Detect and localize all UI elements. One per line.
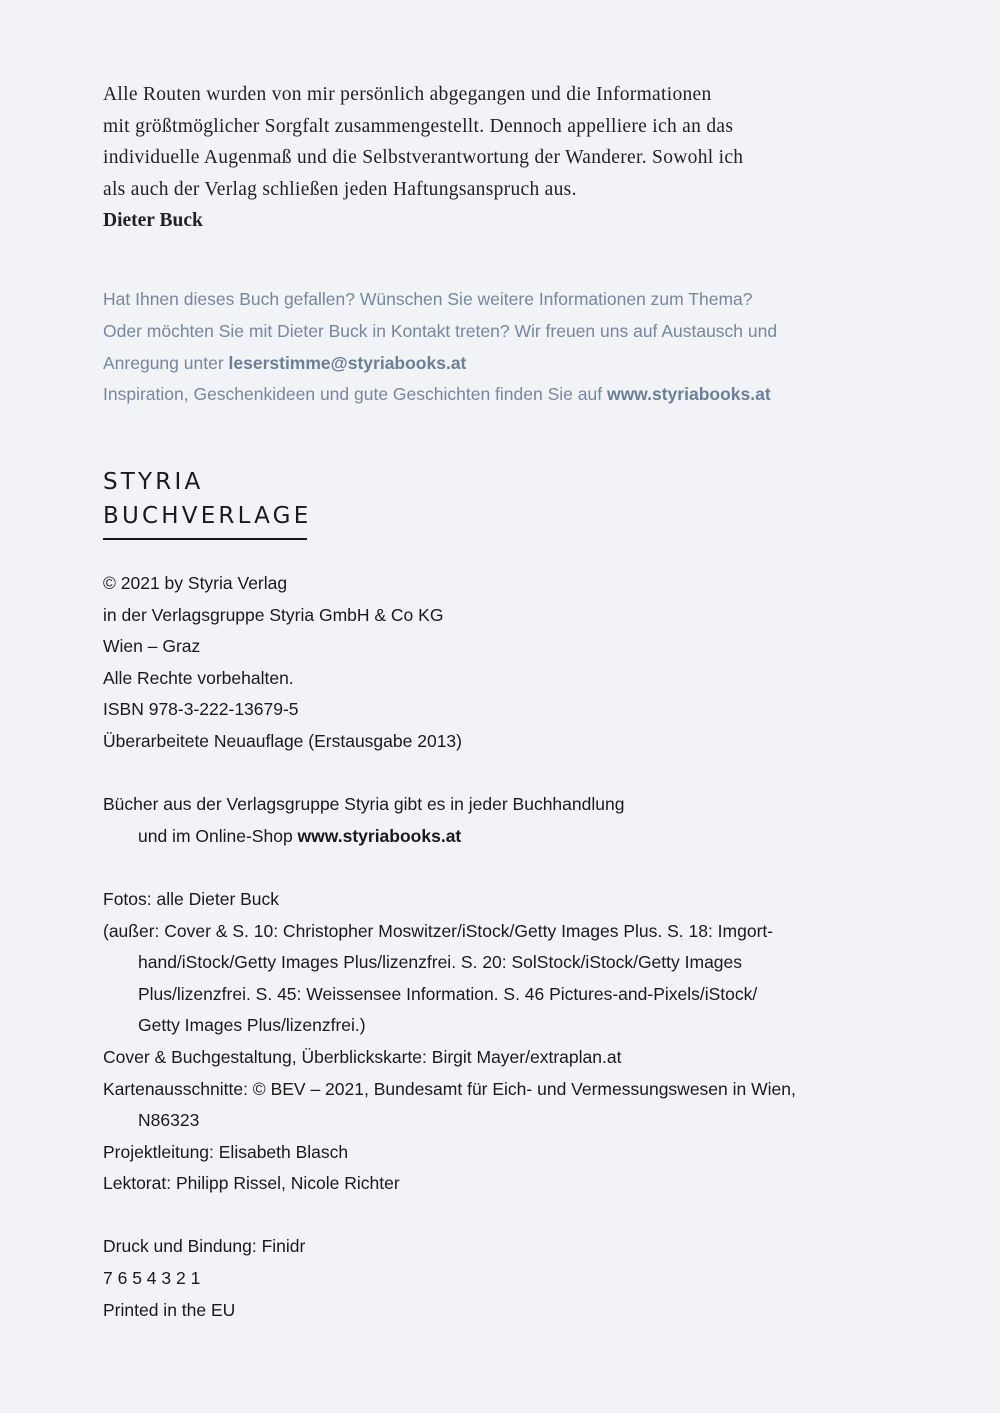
design-credit-line: Cover & Buchgestaltung, Überblickskarte: Birgit Mayer/extraplan.at — [103, 1046, 622, 1067]
photo-credits-line: (außer: Cover & S. 10: Christopher Moswitzer/iStock/Getty Images Plus. S. 18: Imgort- — [103, 920, 774, 941]
shop-line-text: und im Online-Shop — [138, 825, 298, 846]
shop-website-link[interactable]: www.styriabooks.at — [297, 825, 462, 846]
disclaimer-paragraph — [103, 79, 893, 237]
shop-line: Bücher aus der Verlagsgruppe Styria gibt es in jeder Buchhandlung — [103, 794, 625, 815]
logo-line-buchverlage: BUCHVERLAGE — [103, 503, 312, 529]
contact-email-link[interactable]: leserstimme@styriabooks.at — [228, 352, 467, 373]
disclaimer-line: mit größtmöglicher Sorgfalt zusammengestellt. Dennoch appelliere ich an das — [103, 115, 734, 137]
spacer — [103, 852, 903, 884]
maps-credit-line: Kartenausschnitte: © BEV – 2021, Bundesamt für Eich- und Vermessungswesen in Wien, — [103, 1078, 796, 1099]
contact-line: Hat Ihnen dieses Buch gefallen? Wünschen Sie weitere Informationen zum Thema? — [103, 289, 753, 309]
disclaimer-line: als auch der Verlag schließen jeden Haftungsanspruch aus. — [103, 178, 577, 200]
contact-paragraph — [103, 284, 903, 411]
website-link[interactable]: www.styriabooks.at — [606, 384, 771, 405]
contact-line-text: Anregung unter — [103, 352, 229, 373]
photos-line: Fotos: alle Dieter Buck — [103, 888, 280, 909]
print-run-line: 7 6 5 4 3 2 1 — [103, 1268, 201, 1289]
rights-line: Alle Rechte vorbehalten. — [103, 667, 294, 688]
cities-line: Wien – Graz — [103, 636, 201, 657]
project-lead-line: Projektleitung: Elisabeth Blasch — [103, 1141, 349, 1162]
print-line: Druck und Bindung: Finidr — [103, 1236, 306, 1257]
disclaimer-line: Alle Routen wurden von mir persönlich abgegangen und die Informationen — [103, 84, 712, 105]
photo-credits-line: Getty Images Plus/lizenzfrei.) — [138, 1015, 366, 1036]
imprint-block — [103, 568, 903, 1326]
author-signature: Dieter Buck — [103, 210, 203, 231]
edition-line: Überarbeitete Neuauflage (Erstausgabe 2013) — [103, 730, 462, 751]
shop-line-continued — [103, 821, 903, 853]
spacer — [103, 1200, 903, 1232]
isbn-line: ISBN 978-3-222-13679-5 — [103, 699, 299, 720]
contact-line — [103, 348, 903, 380]
contact-line: Oder möchten Sie mit Dieter Buck in Kontakt treten? Wir freuen uns auf Austausch und — [103, 320, 778, 341]
logo-line-styria: STYRIA — [103, 469, 204, 495]
photo-credits-line: Plus/lizenzfrei. S. 45: Weissensee Information. S. 46 Pictures-and-Pixels/iStock/ — [138, 983, 758, 1004]
disclaimer-line: individuelle Augenmaß und die Selbstverantwortung der Wanderer. Sowohl ich — [103, 147, 744, 168]
logo-underline — [103, 538, 307, 540]
printed-in-line: Printed in the EU — [103, 1299, 236, 1320]
contact-line — [103, 379, 903, 411]
publisher-logo — [103, 465, 311, 533]
copyright-line: © 2021 by Styria Verlag — [103, 573, 288, 593]
editing-line: Lektorat: Philipp Rissel, Nicole Richter — [103, 1173, 400, 1194]
spacer — [103, 758, 903, 790]
maps-credit-line: N86323 — [138, 1110, 200, 1131]
photo-credits-line: hand/iStock/Getty Images Plus/lizenzfrei. S. 20: SolStock/iStock/Getty Images — [138, 952, 743, 973]
publisher-group-line: in der Verlagsgruppe Styria GmbH & Co KG — [103, 604, 444, 625]
contact-line-text: Inspiration, Geschenkideen und gute Geschichten finden Sie auf — [103, 384, 607, 405]
